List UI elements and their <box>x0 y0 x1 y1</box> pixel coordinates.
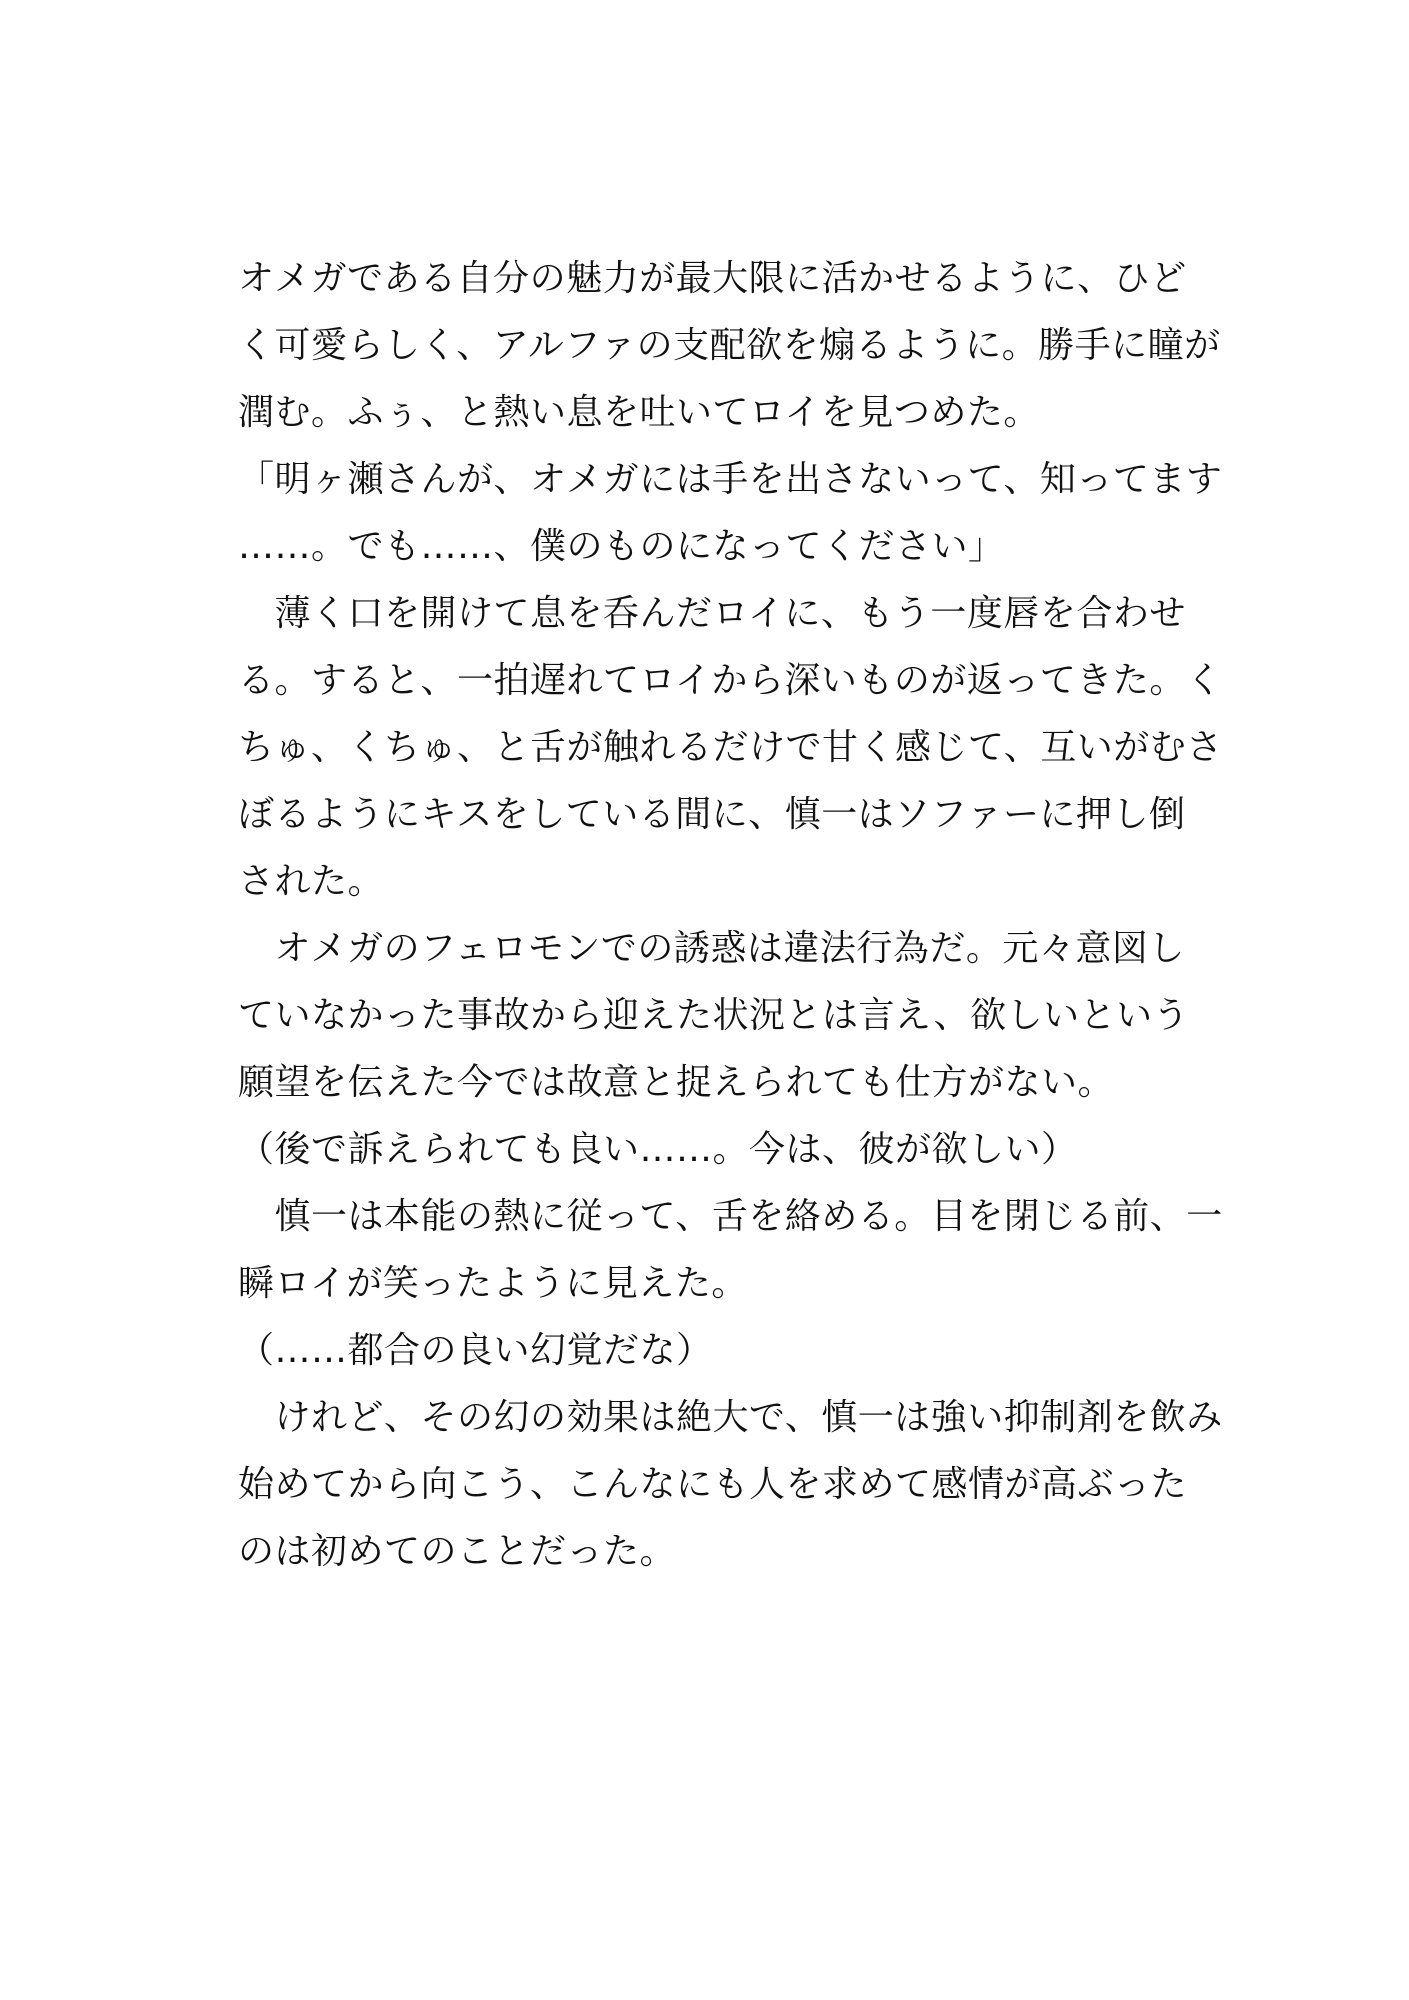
text-line: ていなかった事故から迎えた状況とは言え、欲しいという <box>238 995 1190 1036</box>
text-line: る。すると、一拍遅れてロイから深いものが返ってきた。く <box>238 660 1223 701</box>
text-line: オメガのフェロモンでの誘惑は違法行為だ。元々意図し <box>238 928 1185 969</box>
text-line: 潤む。ふぅ、と熱い息を吐いてロイを見つめた。 <box>238 392 1040 433</box>
text-line: ぼるようにキスをしている間に、慎一はソファーに押し倒 <box>238 794 1186 835</box>
text-line: された。 <box>238 861 385 902</box>
text-line: 「明ヶ瀬さんが、オメガには手を出さないって、知ってます <box>238 459 1223 500</box>
body-text <box>238 245 1223 1585</box>
text-line: のは初めてのことだった。 <box>238 1531 677 1572</box>
text-line: 薄く口を開けて息を呑んだロイに、もう一度唇を合わせ <box>238 593 1186 634</box>
text-line: 慎一は本能の熱に従って、舌を絡める。目を閉じる前、一 <box>238 1196 1223 1237</box>
text-line: けれど、その幻の効果は絶大で、慎一は強い抑制剤を飲み <box>238 1397 1223 1438</box>
text-line: ちゅ、くちゅ、と舌が触れるだけで甘く感じて、互いがむさ <box>238 727 1223 768</box>
text-line: （……都合の良い幻覚だな） <box>238 1330 713 1371</box>
text-line: 願望を伝えた今では故意と捉えられても仕方がない。 <box>238 1062 1115 1103</box>
text-line: ……。でも……、僕のものになってください」 <box>238 526 1005 567</box>
text-line: オメガである自分の魅力が最大限に活かせるように、ひど <box>238 258 1187 299</box>
text-line: く可愛らしく、アルファの支配欲を煽るように。勝手に瞳が <box>238 325 1221 366</box>
text-line: （後で訴えられても良い……。今は、彼が欲しい） <box>238 1129 1078 1170</box>
text-line: 始めてから向こう、こんなにも人を求めて感情が高ぶった <box>238 1464 1188 1505</box>
text-line: 瞬ロイが笑ったように見えた。 <box>238 1263 748 1304</box>
